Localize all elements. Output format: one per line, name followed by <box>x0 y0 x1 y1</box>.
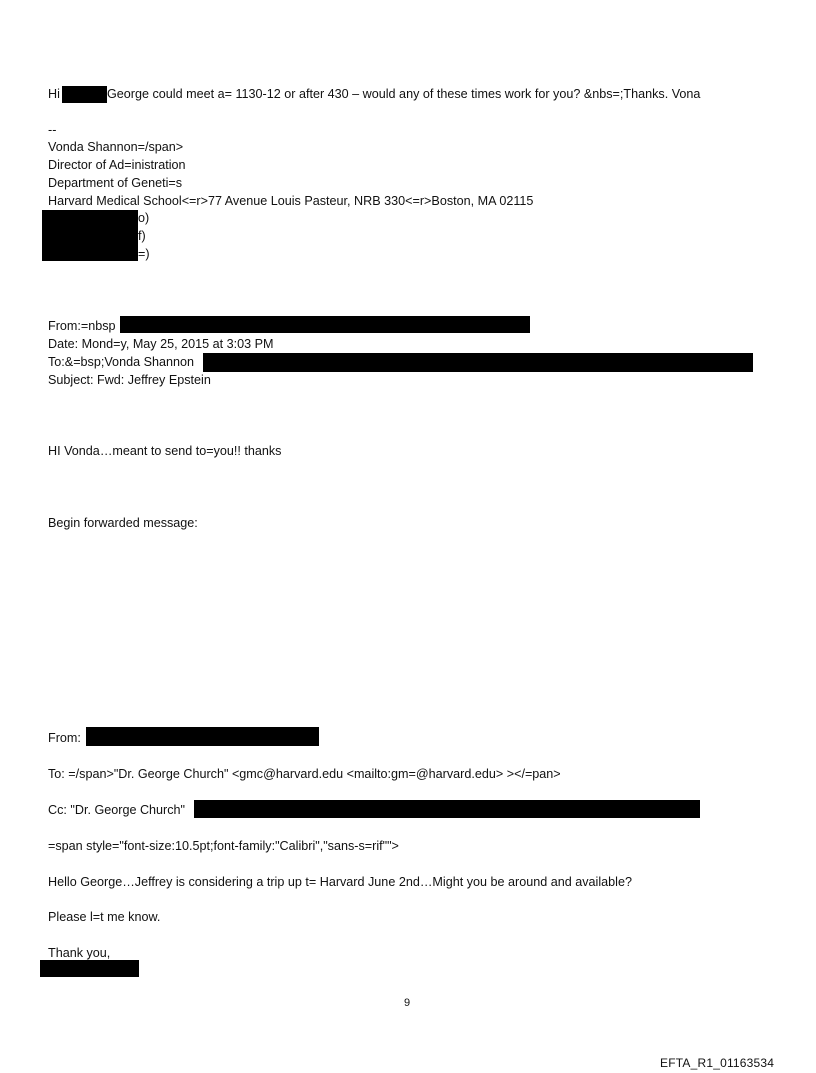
document-id: EFTA_R1_01163534 <box>660 1056 775 1070</box>
original-cc-label: Cc: "Dr. George Church" <box>48 803 186 817</box>
redaction-block <box>62 86 107 103</box>
page-number: 9 <box>404 997 411 1009</box>
redaction-block <box>203 353 753 372</box>
forward-from-label: From:=nbsp <box>48 319 116 333</box>
greeting-text: Hi <box>48 87 60 101</box>
please-line: Please l=t me know. <box>48 910 161 924</box>
redaction-block <box>194 800 700 818</box>
thanks-line: Thank you, <box>48 946 111 960</box>
redaction-block <box>120 316 530 333</box>
hello-line: Hello George…Jeffrey is considering a trip up t= Harvard June 2nd…Might you be around and available? <box>48 875 632 889</box>
forward-subject: Subject: Fwd: Jeffrey Epstein <box>48 373 211 387</box>
signature-name: Vonda Shannon=/span> <box>48 140 184 154</box>
original-from-label: From: <box>48 731 81 745</box>
reply-line <box>48 86 60 102</box>
phone-fax: f) <box>138 229 146 243</box>
redaction-block <box>42 210 138 261</box>
signature-department: Department of Geneti=s <box>48 176 183 190</box>
forward-date: Date: Mond=y, May 25, 2015 at 3:03 PM <box>48 337 274 351</box>
signature-address: Harvard Medical School<=r>77 Avenue Louis Pasteur, NRB 330<=r>Boston, MA 02115 <box>48 194 534 208</box>
phone-office: o) <box>138 211 150 225</box>
signature-separator: -- <box>48 123 57 137</box>
forward-to-label: To:&=bsp;Vonda Shannon <box>48 355 195 369</box>
forward-note: HI Vonda…meant to send to=you!! thanks <box>48 444 282 458</box>
original-to: To: =/span>"Dr. George Church" <gmc@harvard.edu <mailto:gm=@harvard.edu> ></=pan> <box>48 767 561 781</box>
redaction-block <box>86 727 319 746</box>
style-artifact: =span style="font-size:10.5pt;font-family:"Calibri","sans-s=rif""> <box>48 839 399 853</box>
begin-forwarded: Begin forwarded message: <box>48 516 198 530</box>
reply-body: George could meet a= 1130-12 or after 430 – would any of these times work for you? &nbs=;Thanks. Vona <box>107 87 701 101</box>
signature-title: Director of Ad=inistration <box>48 158 186 172</box>
phone-other: =) <box>138 247 150 261</box>
redaction-block <box>40 960 139 977</box>
